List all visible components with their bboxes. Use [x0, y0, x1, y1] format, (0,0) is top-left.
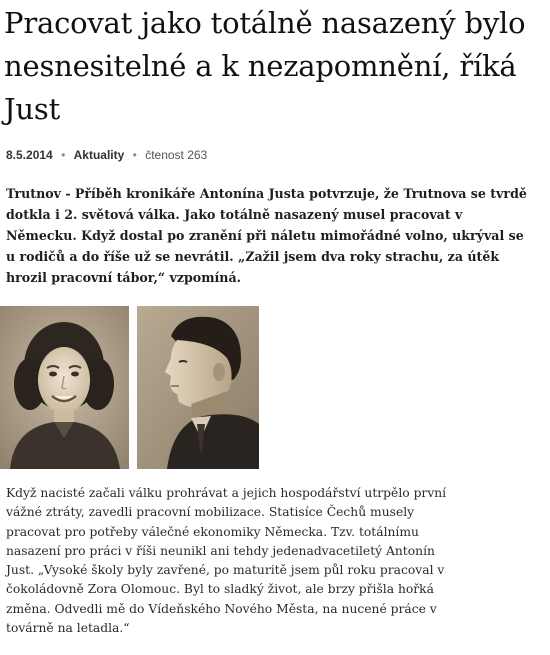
meta-separator: •	[61, 148, 66, 162]
article-date: 8.5.2014	[6, 148, 53, 162]
meta-separator: •	[132, 148, 137, 162]
article-section-link[interactable]: Aktuality	[73, 148, 125, 162]
article-perex: Trutnov - Příběh kronikáře Antonína Justa potvrzuje, že Trutnova se tvrdě dotkla i 2. světová válka. Jako totálně nasazený musel pracovat v Německu. Když dostal po zranění při náletu mimořádné volno, ukrýval se u rodičů a do říše už se nevrátil. „Zažil jsem dva roky strachu, za útěk hrozil pracovní tábor,“ vzpomíná.	[6, 186, 527, 285]
article-readership: čtenost 263	[145, 148, 208, 162]
photo-woman-portrait	[0, 306, 129, 469]
article-headline: Pracovat jako totálně nasazený bylo nesnesitelné a k nezapomnění, říká Just	[4, 6, 526, 126]
article-body: Když nacisté začali válku prohrávat a jejich hospodářství utrpělo první vážné ztráty, zavedli pracovní mobilizace. Statisíce Čechů musely pracovat pro potřeby válečné ekonomiky Německa. Tzv. totálnímu nasazení pro práci v říši neunikl ani tehdy jedenadvacetiletý Antonín Just. „Vysoké školy byly zavřené, po maturitě jsem půl roku pracoval v čokoládovně Zora Olomouc. Byl to sladký život, ale brzy přišla hořká změna. Odvedli mě do Vídeňského Nového Města, na nucené práce v továrně na letadla.“	[6, 486, 447, 636]
photo-man-profile	[137, 306, 259, 469]
article-meta	[6, 148, 207, 162]
